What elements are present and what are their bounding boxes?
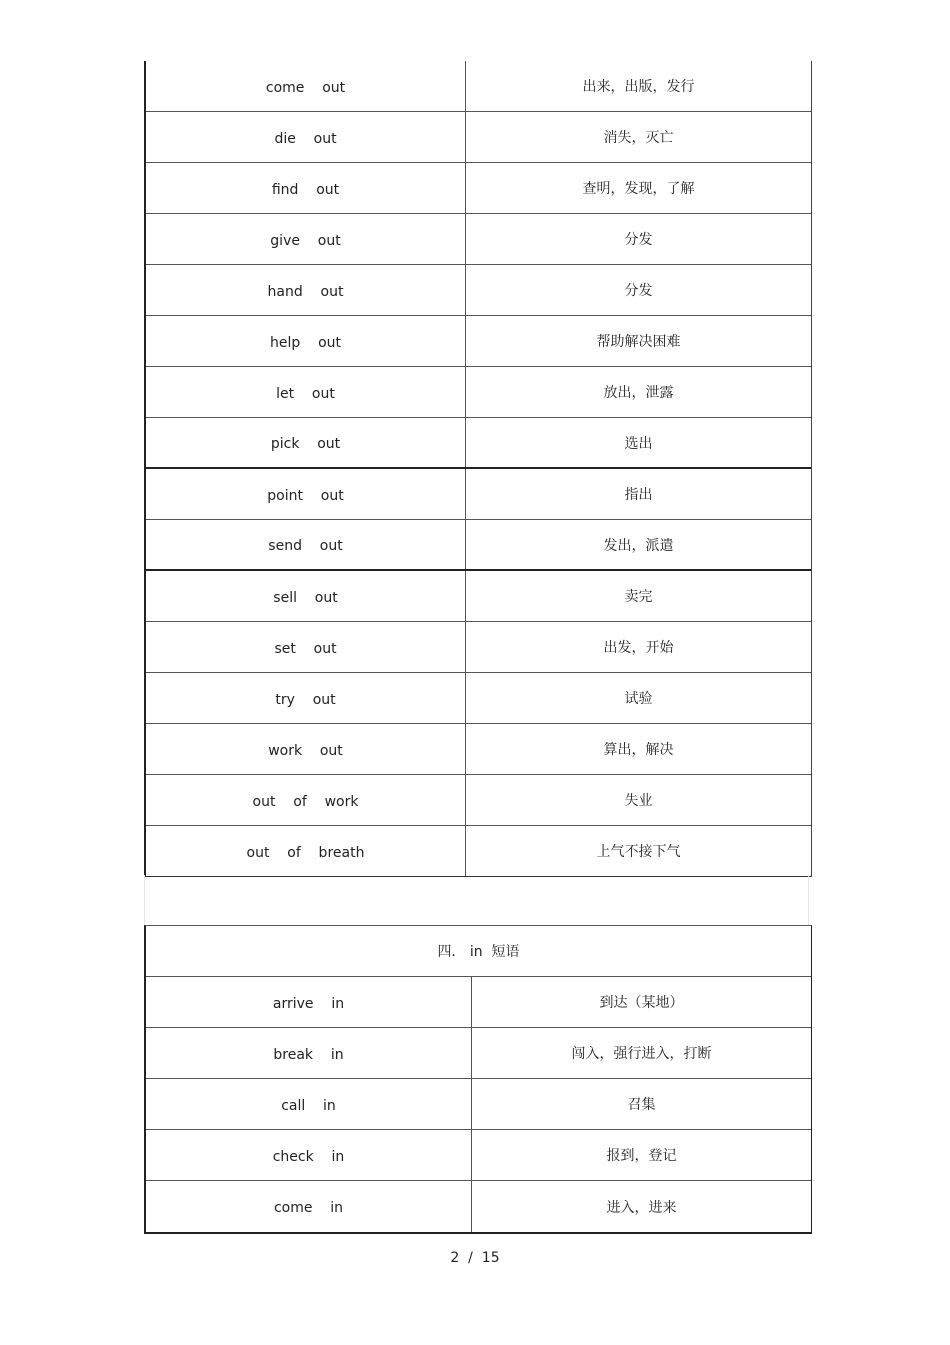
phrase-zh: 指出	[624, 487, 653, 503]
table-row	[146, 520, 811, 571]
table-row	[146, 418, 811, 469]
table-row	[146, 724, 811, 775]
phrase-en: check in	[146, 1130, 472, 1180]
phrase-zh: 算出，解决	[603, 742, 674, 758]
table-row	[146, 673, 811, 724]
phrase-zh: 分发	[624, 283, 653, 299]
table-spacer	[144, 875, 809, 925]
phrase-en: die out	[146, 112, 466, 162]
table-row	[146, 1079, 811, 1130]
phrase-zh: 出发，开始	[603, 640, 674, 656]
phrase-en: find out	[146, 163, 466, 213]
table-row	[146, 1130, 811, 1181]
table-row	[146, 571, 811, 622]
phrase-zh: 发出，派遣	[603, 537, 674, 554]
phrase-en: sell out	[146, 571, 466, 621]
phrase-zh: 帮助解决困难	[596, 334, 681, 350]
phrase-zh: 放出，泄露	[603, 385, 674, 401]
phrase-en: help out	[146, 316, 466, 366]
phrase-en: arrive in	[146, 977, 472, 1027]
phrase-en: work out	[146, 724, 466, 774]
phrase-zh: 出来，出版，发行	[582, 79, 695, 95]
table-row	[146, 826, 811, 877]
table-row	[146, 977, 811, 1028]
phrase-en: give out	[146, 214, 466, 264]
phrase-zh: 分发	[624, 232, 653, 248]
phrase-en: set out	[146, 622, 466, 672]
table-row	[146, 316, 811, 367]
phrase-zh: 查明，发现，了解	[582, 181, 695, 197]
table-row	[146, 622, 811, 673]
phrase-zh: 选出	[624, 435, 653, 452]
phrase-zh: 消失，灭亡	[603, 130, 674, 146]
phrase-zh: 闯入，强行进入，打断	[571, 1046, 712, 1062]
section-heading: 四． in 短语	[437, 944, 520, 960]
out-phrases-table	[144, 61, 812, 877]
phrase-en: out of work	[146, 775, 466, 825]
phrase-zh: 卖完	[624, 589, 653, 605]
phrase-en: out of breath	[146, 826, 466, 876]
phrase-en: hand out	[146, 265, 466, 315]
table-row	[146, 112, 811, 163]
phrase-zh: 召集	[627, 1097, 656, 1113]
phrase-zh: 试验	[624, 691, 653, 707]
phrase-en: send out	[146, 520, 466, 569]
phrase-zh: 上气不接下气	[596, 844, 681, 860]
phrase-en: try out	[146, 673, 466, 723]
table-row	[146, 775, 811, 826]
phrase-zh: 进入，进来	[606, 1199, 677, 1216]
page-number: 2 / 15	[450, 1250, 500, 1266]
table-row	[146, 1181, 811, 1232]
table-row	[146, 1028, 811, 1079]
phrase-en: point out	[146, 469, 466, 519]
table-row	[146, 367, 811, 418]
phrase-en: let out	[146, 367, 466, 417]
phrase-zh: 报到，登记	[606, 1148, 677, 1164]
table-row	[146, 214, 811, 265]
section-heading-row	[146, 926, 811, 977]
table-row	[146, 469, 811, 520]
table-row	[146, 265, 811, 316]
phrase-zh: 失业	[624, 793, 653, 809]
table-row	[146, 61, 811, 112]
phrase-en: break in	[146, 1028, 472, 1078]
in-phrases-table	[144, 925, 812, 1234]
phrase-en: call in	[146, 1079, 472, 1129]
table-row	[146, 163, 811, 214]
phrase-en: come out	[146, 61, 466, 111]
phrase-en: pick out	[146, 418, 466, 467]
phrase-en: come in	[146, 1181, 472, 1232]
phrase-zh: 到达（某地）	[599, 995, 684, 1011]
